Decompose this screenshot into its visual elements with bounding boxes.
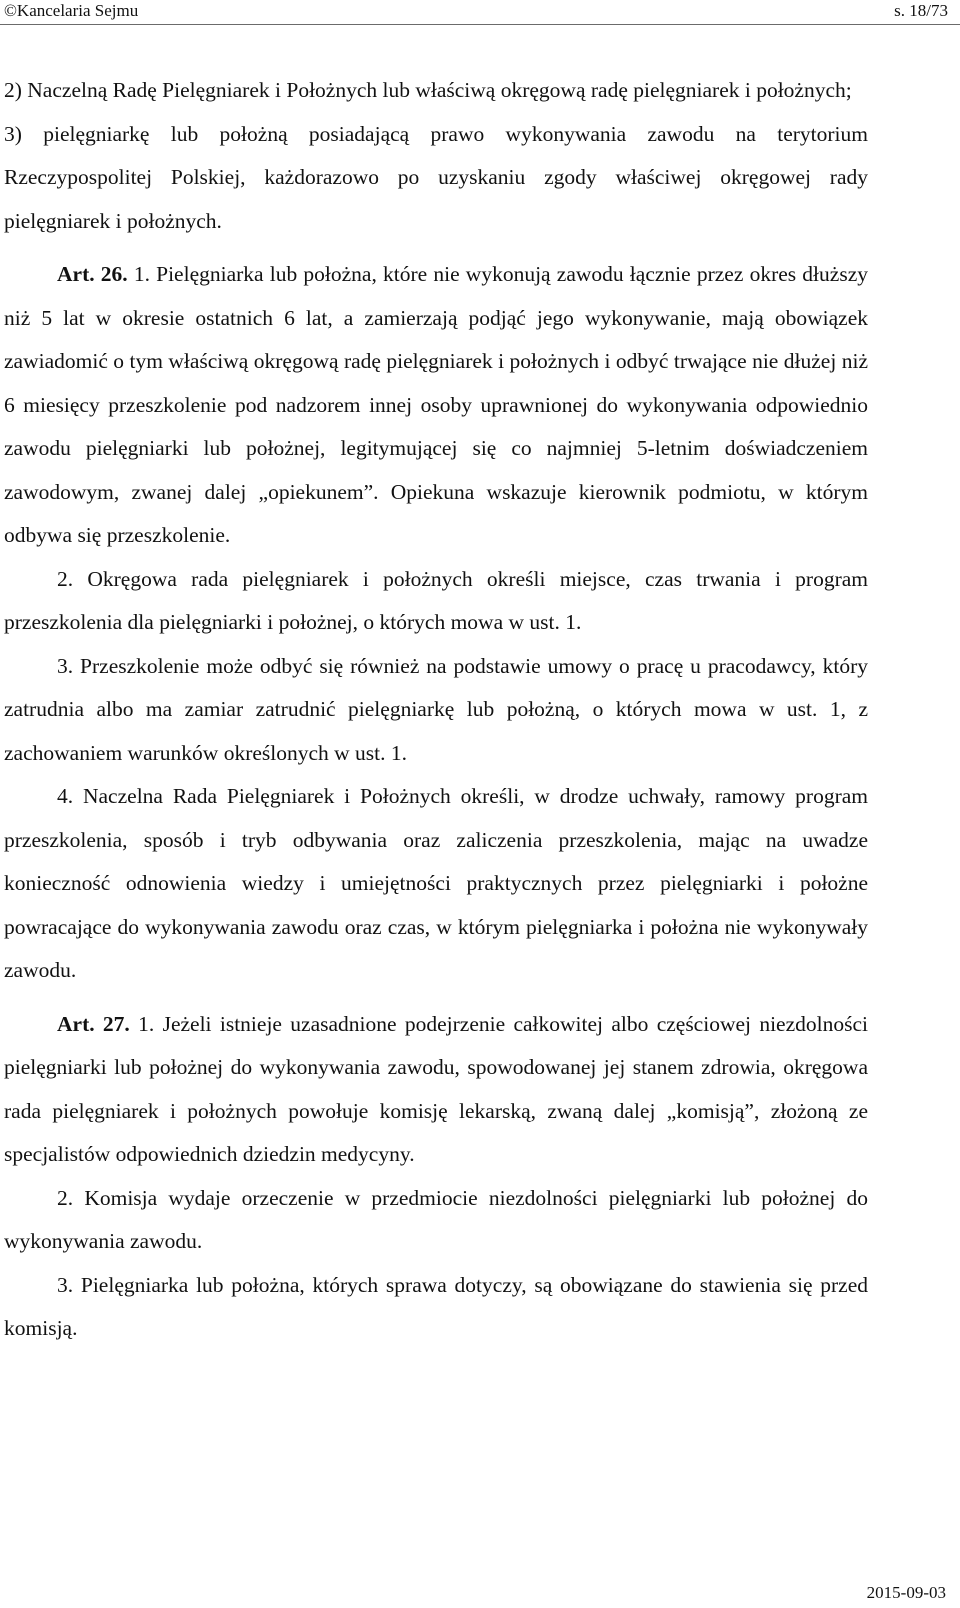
art26-para-1-text: 1. Pielęgniarka lub położna, które nie wykonują zawodu łącznie przez okres dłuższy niż 5 lat w okresie ostatnich 6 lat, a zamierzają podjąć jego wykonywanie, mają obowiązek zawiadomić o tym właściwą okręgową radę pielęgniarek i położnych i odbyć trwające nie dłużej niż 6 miesięcy przeszkolenie pod nadzorem innej osoby uprawnionej do wykonywania odpowiednio zawodu pielęgniarki lub położnej, legitymującej się co najmniej 5-letnim doświadczeniem zawodowym, zwanej dalej „opiekunem”. Opiekuna wskazuje kierownik podmiotu, w którym odbywa się przeszkolenie.: [4, 262, 868, 547]
art27-para-1: [4, 1003, 868, 1177]
header-divider: [0, 24, 960, 25]
art27-para-3: 3. Pielęgniarka lub położna, których sprawa dotyczy, są obowiązane do stawienia się przed komisją.: [4, 1272, 868, 1340]
footer-date: 2015-09-03: [866, 1583, 946, 1602]
document-body: [4, 69, 868, 1351]
list-item-3: 3) pielęgniarkę lub położną posiadającą prawo wykonywania zawodu na terytorium Rzeczypospolitej Polskiej, każdorazowo po uzyskaniu zgody właściwej okręgowej rady pielęgniarek i położnych.: [4, 121, 868, 233]
page-header: [0, 0, 952, 22]
art27-label: Art. 27.: [57, 1011, 130, 1036]
copyright-text: ©Kancelaria Sejmu: [4, 1, 139, 20]
art26-para-4: 4. Naczelna Rada Pielęgniarek i Położnych określi, w drodze uchwały, ramowy program przeszkolenia, sposób i tryb odbywania oraz zaliczenia przeszkolenia, mając na uwadze konieczność odnowienia wiedzy i umiejętności praktycznych przez pielęgniarki i położne powracające do wykonywania zawodu oraz czas, w którym pielęgniarka i położna nie wykonywały zawodu.: [4, 784, 868, 982]
art27-para-1-text: 1. Jeżeli istnieje uzasadnione podejrzenie całkowitej albo częściowej niezdolności pielęgniarki lub położnej do wykonywania zawodu, spowodowanej jej stanem zdrowia, okręgowa rada pielęgniarek i położnych powołuje komisję lekarską, zwaną dalej „komisją”, złożoną ze specjalistów odpowiednich dziedzin medycyny.: [4, 1011, 868, 1166]
page-number: s. 18/73: [894, 1, 948, 20]
art26-para-3: 3. Przeszkolenie może odbyć się również na podstawie umowy o pracę u pracodawcy, który zatrudnia albo ma zamiar zatrudnić pielęgniarkę lub położną, o których mowa w ust. 1, z zachowaniem warunków określonych w ust. 1.: [4, 653, 868, 765]
art26-label: Art. 26.: [57, 262, 128, 286]
art27-para-2: 2. Komisja wydaje orzeczenie w przedmiocie niezdolności pielęgniarki lub położnej do wykonywania zawodu.: [4, 1185, 868, 1253]
list-item-2: 2) Naczelną Radę Pielęgniarek i Położnych lub właściwą okręgową radę pielęgniarek i położnych;: [4, 78, 852, 102]
art26-para-2: 2. Okręgowa rada pielęgniarek i położnych określi miejsce, czas trwania i program przeszkolenia dla pielęgniarki i położnej, o których mowa w ust. 1.: [4, 566, 868, 634]
art26-para-1: [4, 253, 868, 558]
